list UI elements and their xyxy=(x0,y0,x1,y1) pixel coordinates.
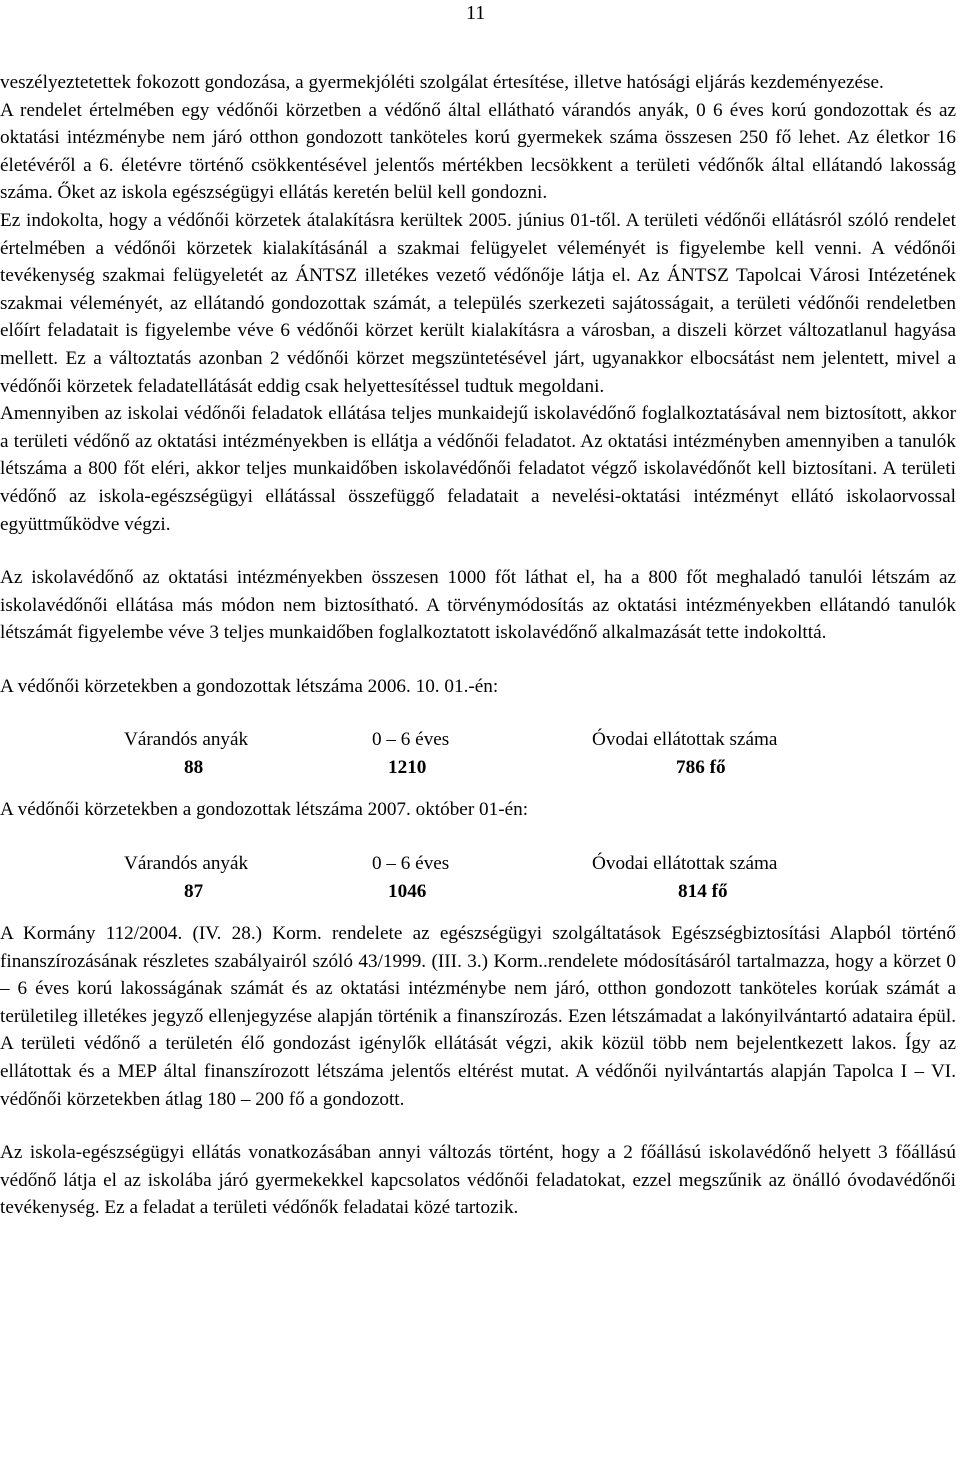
paragraph-7: Az iskola-egészségügyi ellátás vonatkozásában annyi változás történt, hogy a 2 főállású iskolavédőnő helyett 3 főállású védőnő látja el az iskolába járó gyermekekkel kapcsolatos védőnői feladatokat, ezzel megszűnik az önálló óvodavédőnői tevékenység. Ez a feladat a területi védőnők feladatai közé tartozik. xyxy=(0,1142,956,1219)
table2-heading: A védőnői körzetekben a gondozottak létszáma 2007. október 01-én: xyxy=(0,799,529,821)
paragraph-1: veszélyeztetettek fokozott gondozása, a gyermekjóléti szolgálat értesítése, illetve hatósági eljárás kezdeményezése. xyxy=(0,72,884,93)
table1-value-age: 1210 xyxy=(388,757,427,779)
table2-header-kindergarten: Óvodai ellátottak száma xyxy=(592,853,778,875)
table2-header-pregnant: Várandós anyák xyxy=(124,853,249,875)
page-number: 11 xyxy=(466,2,486,24)
table2 xyxy=(0,850,956,920)
paragraph-3: Ez indokolta, hogy a védőnői körzetek átalakításra kerültek 2005. június 01-től. A területi védőnői ellátásról szóló rendelet értelmében a védőnői körzetek kialakításánál a szakmai felügyelet véleményét is figyelembe kell venni. A védőnői tevékenység szakmai felügyeletét az ÁNTSZ illetékes vezető védőnője látja el. Az ÁNTSZ Tapolcai Városi Intézetének szakmai véleményét, az ellátandó gondozottak számát, a település szerkezeti sajátosságait, a területi védőnői rendeletben előírt feladatait is figyelembe véve 6 védőnői körzet került kialakításra a városban, a diszeli körzet változatlanul hagyása mellett. Ez a változtatás azonban 2 védőnői körzet megszüntetésével járt, ugyanakkor elbocsátást nem jelentett, mivel a védőnői körzetek feladatellátását eddig csak helyettesítéssel tudtuk megoldani. xyxy=(0,209,956,397)
table1-header-age: 0 – 6 éves xyxy=(372,729,450,751)
table2-value-pregnant: 87 xyxy=(184,880,204,902)
table1-header-kindergarten: Óvodai ellátottak száma xyxy=(592,729,778,751)
table2-header-age: 0 – 6 éves xyxy=(372,853,450,875)
table1-header-pregnant: Várandós anyák xyxy=(124,729,249,751)
document-body xyxy=(0,69,956,1222)
table1 xyxy=(0,726,956,796)
table2-value-kindergarten: 814 fő xyxy=(678,880,728,902)
table1-value-kindergarten: 786 fő xyxy=(676,757,726,779)
paragraph-4: Amennyiben az iskolai védőnői feladatok ellátása teljes munkaidejű iskolavédőnő foglalkoztatásával nem biztosított, akkor a területi védőnő az oktatási intézményekben is ellátja a védőnői feladatot. Az oktatási intézményben amennyiben a tanulók létszáma a 800 főt eléri, akkor teljes munkaidőben iskolavédőnői feladatot végző iskolavédőnőt kell biztosítani. A területi védőnő az iskola-egészségügyi ellátással összefüggő feladatait a nevelési-oktatási intézményt ellátó iskolaorvossal együttműködve végzi. xyxy=(0,403,956,535)
paragraph-5: Az iskolavédőnő az oktatási intézményekben összesen 1000 főt láthat el, ha a 800 főt meghaladó tanulói létszám az iskolavédőnői ellátása más módon nem biztosítható. A törvénymódosítás az oktatási intézményekben ellátandó tanulók létszámát figyelembe véve 3 teljes munkaidőben foglalkoztatott iskolavédőnő alkalmazását tette indokolttá. xyxy=(0,567,956,644)
table1-value-pregnant: 88 xyxy=(184,757,204,779)
table1-heading: A védőnői körzetekben a gondozottak létszáma 2006. 10. 01.-én: xyxy=(0,675,499,697)
paragraph-6: A Kormány 112/2004. (IV. 28.) Korm. rendelete az egészségügyi szolgáltatások Egészségbiztosítási Alapból történő finanszírozásának részletes szabályairól szóló 43/1999. (III. 3.) Korm..rendelete módosításáról tartalmazza, hogy a körzet 0 – 6 éves korú lakosságának számát és az oktatási intézménybe nem járó, otthon gondozott tanköteles korúak számát a területileg illetékes jegyző ellenjegyzése alapján történik a finanszírozás. Ezen létszámadat a lakónyilvántartó adataira épül. A területi védőnő a területén élő gondozást igénylők ellátását végzi, akik közül több nem bejelentkezett lakos. Így az ellátottak és a MEP által finanszírozott létszáma jelentős eltérést mutat. A védőnői nyilvántartás alapján Tapolca I – VI. védőnői körzetekben átlag 180 – 200 fő a gondozott. xyxy=(0,923,956,1110)
table2-value-age: 1046 xyxy=(388,880,427,902)
paragraph-2: A rendelet értelmében egy védőnői körzetben a védőnő által ellátható várandós anyák, 0 6 éves korú gondozottak és az oktatási intézménybe nem járó otthon gondozott tanköteles korú gyermekek száma összesen 250 fő lehet. Az életkor 16 életévéről a 6. életévre történő csökkentésével jelentős mértékben lecsökkent a területi védőnők által ellátandó lakosság száma. Őket az iskola egészségügyi ellátás keretén belül kell gondozni. xyxy=(0,99,956,204)
